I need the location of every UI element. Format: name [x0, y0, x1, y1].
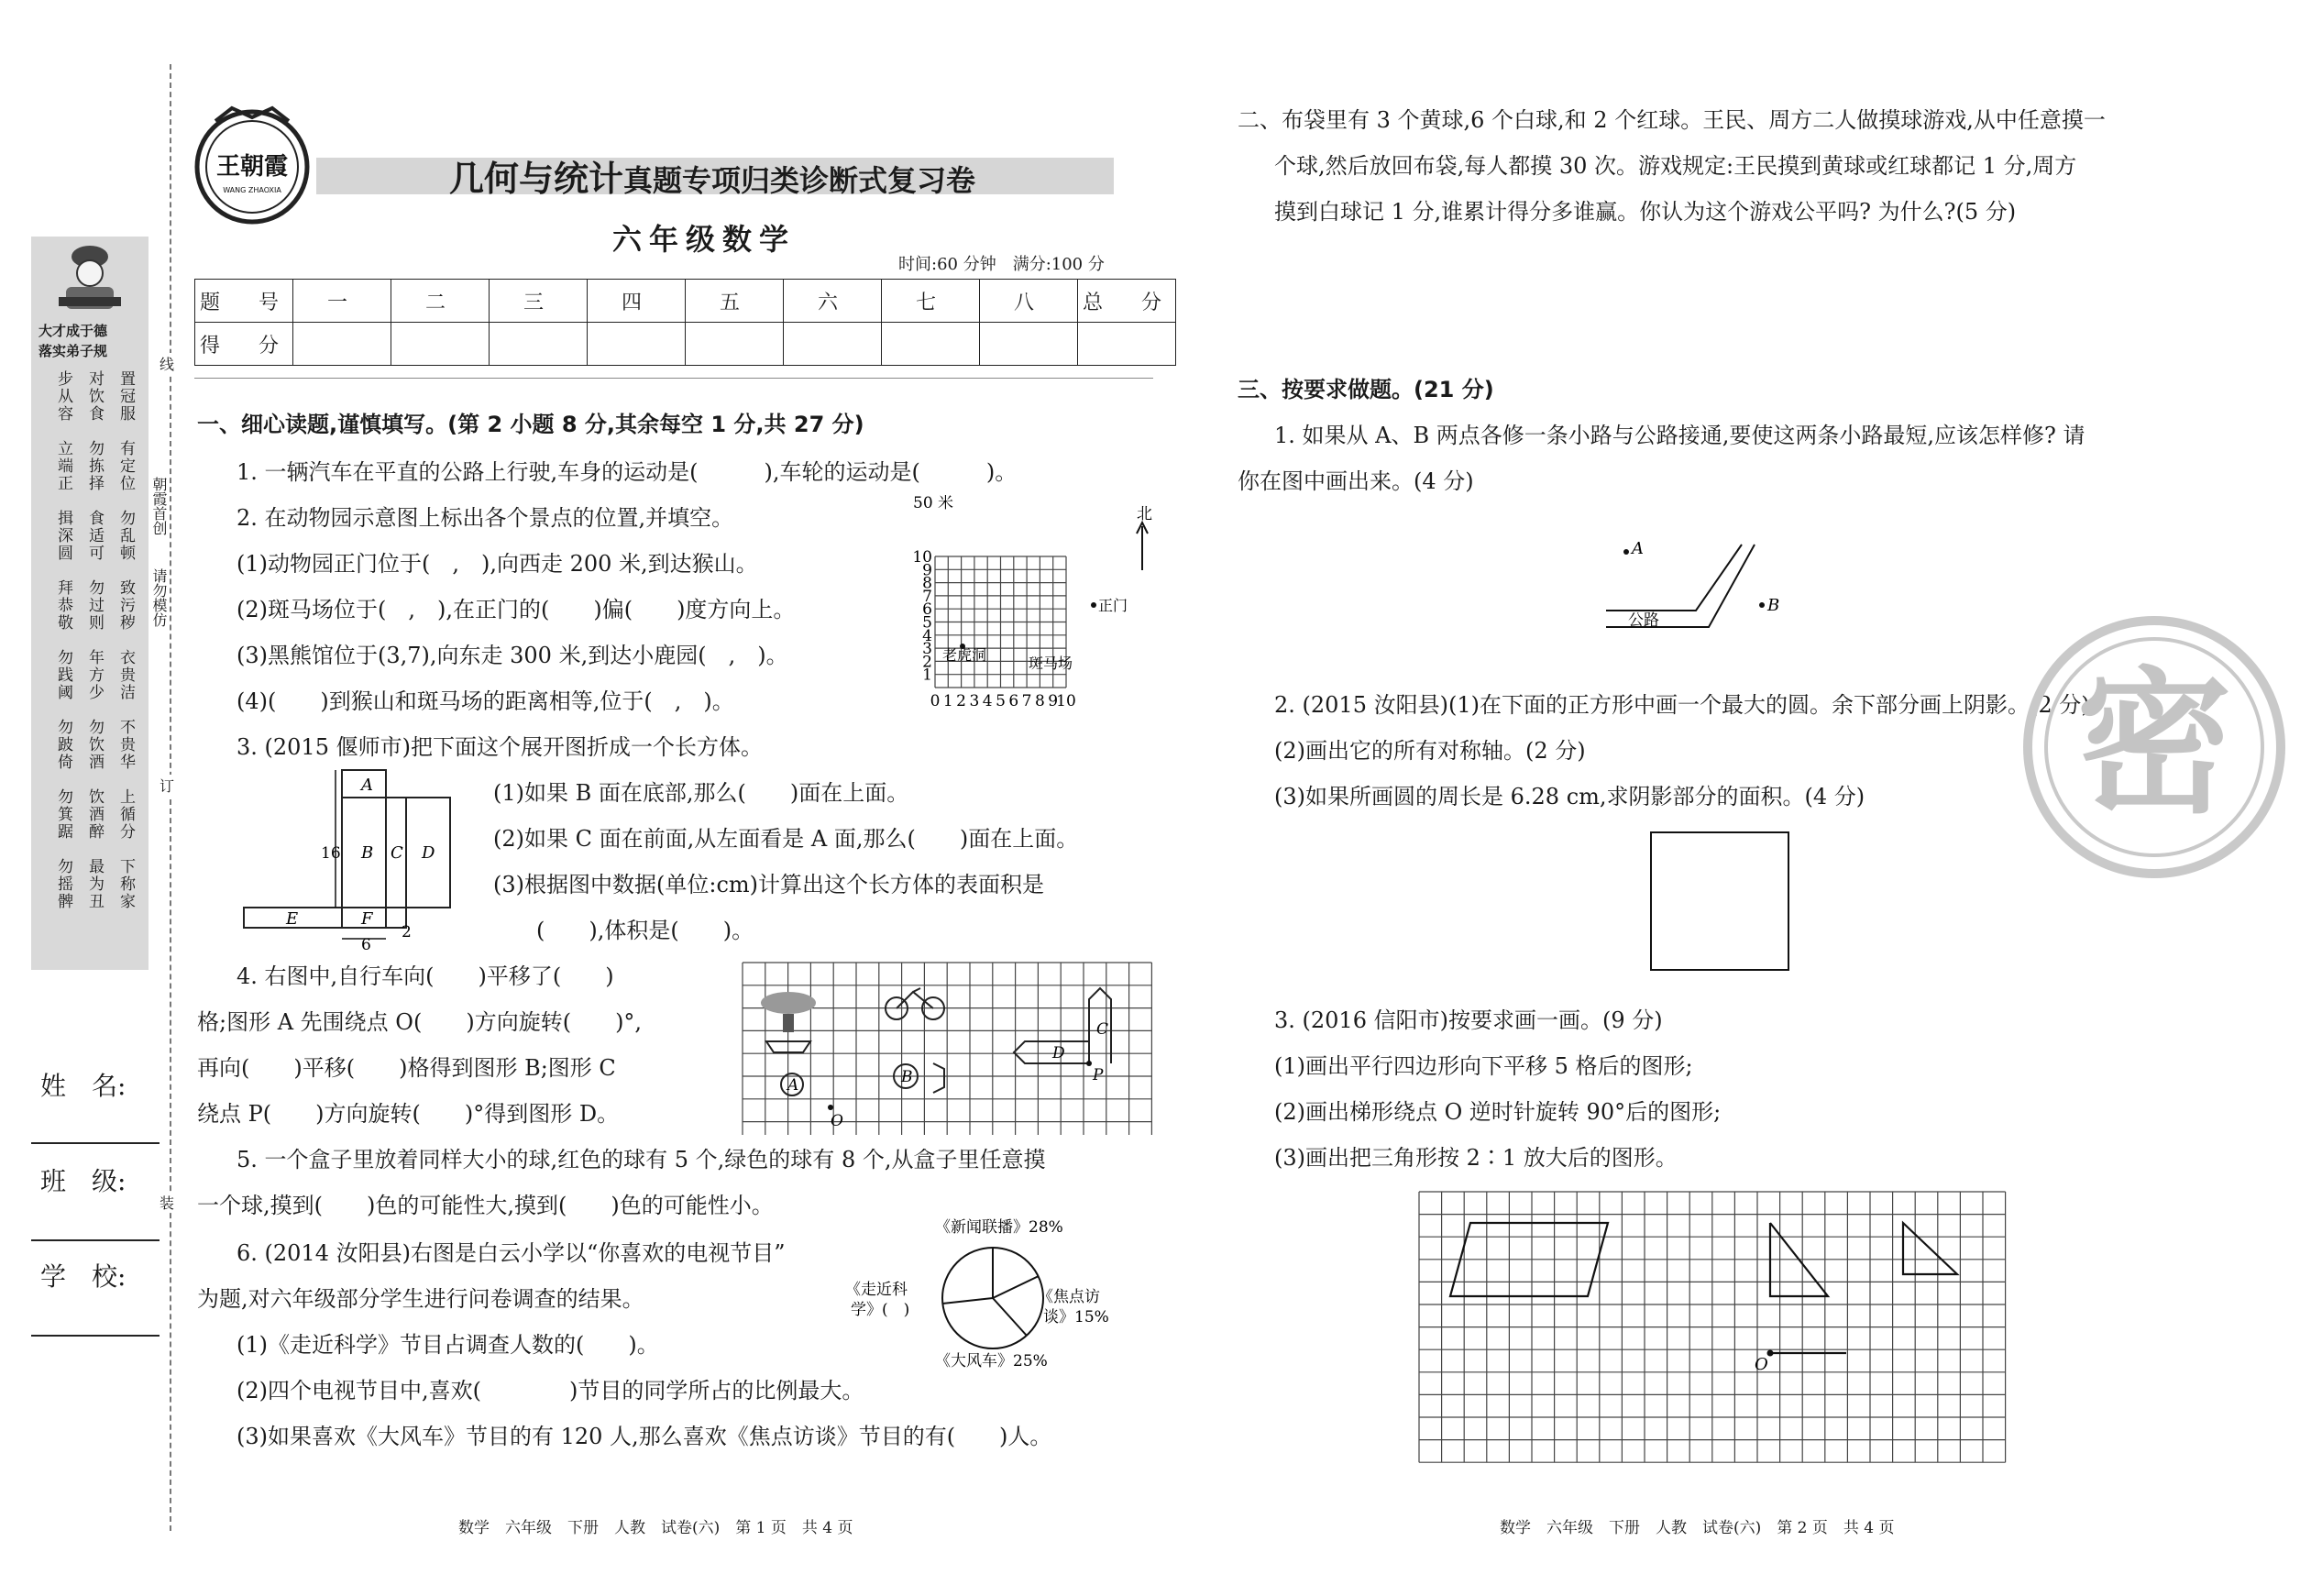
score-cell[interactable]: [490, 323, 588, 366]
pie-label-news: 《新闻联播》28%: [935, 1218, 1063, 1237]
q2-1-text: (1)动物园正门位于( , ),向西走 200 米,到达猴山。: [237, 551, 758, 577]
transform-grid: [741, 961, 1155, 1135]
face-d: D: [422, 843, 435, 863]
x-tick-label: 9: [1048, 692, 1059, 710]
title-rest: 真题专项归类诊断式复习卷: [623, 163, 976, 198]
class-label: 班 级:: [40, 1166, 127, 1196]
school-label: 学 校:: [40, 1261, 127, 1292]
label-d: D: [1052, 1044, 1065, 1062]
logo-subtext: WANG ZHAOXIA: [223, 186, 281, 194]
zoo-unit-label: 50 米: [913, 495, 954, 512]
q5-line1: 5. 一个盒子里放着同样大小的球,红色的球有 5 个,绿色的球有 8 个,从盒子里任意摸: [237, 1147, 1046, 1172]
y-tick-label: 1: [922, 666, 932, 685]
q1-text: 1. 一辆汽车在平直的公路上行驶,车身的运动是( ),车轮的运动是( )。: [237, 459, 1018, 485]
pie-label-science-2: 学》( ): [851, 1301, 910, 1319]
y-tick-label: 4: [922, 626, 932, 645]
label-p: P: [1093, 1066, 1104, 1084]
header-divider: [194, 378, 1153, 379]
face-b: B: [361, 843, 374, 863]
motto-column: 衣贵洁: [116, 649, 135, 701]
x-tick-label: 5: [996, 692, 1006, 710]
motto-columns: [44, 370, 145, 915]
q3-2-text: (2)如果 C 面在前面,从左面看是 A 面,那么( )面在上面。: [493, 826, 1079, 852]
y-tick-label: 9: [922, 561, 932, 580]
p3-q2-line1: 2. (2015 汝阳县)(1)在下面的正方形中画一个最大的圆。余下部分画上阴影。(2 分): [1274, 692, 2090, 718]
tree-icon: [761, 992, 816, 1032]
dim-16: 16: [321, 844, 341, 863]
q2-4-text: (4)( )到猴山和斑马场的距离相等,位于( , )。: [237, 688, 734, 714]
dim-6: 6: [361, 936, 371, 952]
x-tick-label: 10: [1056, 692, 1076, 710]
q3-text: 3. (2015 偃师市)把下面这个展开图折成一个长方体。: [237, 734, 763, 760]
score-cell[interactable]: [588, 323, 686, 366]
point-a-label: A: [1632, 539, 1644, 558]
score-head-cell: 一: [293, 280, 391, 323]
score-header-row: [195, 280, 1176, 323]
x-tick-label: 0: [930, 692, 941, 710]
q6-3-text: (3)如果喜欢《大风车》节目的有 120 人,那么喜欢《焦点访谈》节目的有( )人。: [237, 1424, 1052, 1449]
q3-3-text: (3)根据图中数据(单位:cm)计算出这个长方体的表面积是: [493, 872, 1045, 897]
time-info: 时间:60 分钟 满分:100 分: [898, 255, 1105, 274]
square-drawing-area[interactable]: [1650, 831, 1789, 971]
motto-column: 上循分: [116, 788, 135, 841]
y-tick-label: 6: [922, 600, 932, 620]
motto-column: 致污秽: [116, 579, 135, 632]
part3-heading: 三、按要求做题。(21 分): [1238, 377, 1494, 402]
motto-column: 揖深圆: [54, 510, 72, 562]
motto-column: 年方少: [85, 649, 104, 701]
page-title: [449, 150, 975, 201]
motto-column: 有定位: [116, 440, 135, 492]
x-tick-label: 2: [956, 692, 967, 710]
q6-line1: 6. (2014 汝阳县)右图是白云小学以“你喜欢的电视节目”: [237, 1240, 786, 1266]
motto-line-1: 大才成于德: [39, 323, 108, 339]
part1-heading: 一、细心读题,谨慎填写。(第 2 小题 8 分,其余每空 1 分,共 27 分): [197, 412, 864, 437]
score-cell[interactable]: [293, 323, 391, 366]
score-head-cell: 二: [391, 280, 490, 323]
motto-column: 下称家: [116, 858, 135, 910]
q6-2-text: (2)四个电视节目中,喜欢( )节目的同学所占的比例最大。: [237, 1378, 864, 1403]
y-tick-label: 3: [922, 640, 932, 659]
dashed-binding-line: [170, 64, 171, 1531]
pie-label-windmill: 《大风车》25%: [935, 1352, 1048, 1370]
bicycle-icon: [886, 988, 944, 1019]
drawing-grid[interactable]: [1417, 1190, 2015, 1465]
x-tick-label: 8: [1034, 692, 1045, 710]
q2-2-text: (2)斑马场位于( , ),在正门的( )偏( )度方向上。: [237, 597, 796, 622]
score-head-cell: 三: [490, 280, 588, 323]
subtitle: 六年级数学: [612, 222, 797, 257]
motto-column: 勿箕踞: [54, 788, 72, 841]
part2-line2: 个球,然后放回布袋,每人都摸 30 次。游戏规定:王民摸到黄球或红球都记 1 分,周方: [1274, 153, 2077, 179]
motto-panel: [31, 237, 149, 970]
q4-line2: 格;图形 A 先围绕点 O( )方向旋转( )°,: [197, 1009, 643, 1035]
score-head-cell: 四: [588, 280, 686, 323]
label-o: O: [831, 1112, 843, 1130]
zebra-label: 斑马场: [1029, 655, 1073, 672]
motto-line-2: 落实弟子规: [39, 343, 108, 359]
logo-text: 王朝霞: [215, 153, 289, 181]
part2-line3: 摸到白球记 1 分,谁累计得分多谁赢。你认为这个游戏公平吗? 为什么?(5 分): [1274, 199, 2017, 225]
motto-column: 勿拣择: [85, 440, 104, 492]
cuboid-net-figure: [237, 768, 484, 952]
vertical-note-2: 请勿模仿: [150, 568, 168, 627]
point-b-label: B: [1767, 596, 1780, 615]
school-field[interactable]: [31, 1335, 160, 1337]
y-tick-label: 10: [912, 548, 932, 567]
label-c: C: [1096, 1020, 1109, 1039]
p3-q1-line2: 你在图中画出来。(4 分): [1238, 468, 1474, 494]
motto-column: 拜恭敬: [54, 579, 72, 632]
q6-1-text: (1)《走近科学》节目占调查人数的( )。: [237, 1332, 659, 1358]
footer-left: 数学 六年级 下册 人教 试卷(六) 第 1 页 共 4 页: [458, 1519, 853, 1537]
p3-q1-line1: 1. 如果从 A、B 两点各修一条小路与公路接通,要使这两条小路最短,应该怎样修? 请: [1274, 423, 2085, 448]
label-a: A: [787, 1076, 799, 1095]
p3-q3-3: (3)画出把三角形按 2∶1 放大后的图形。: [1274, 1145, 1678, 1171]
score-cell[interactable]: [882, 323, 980, 366]
motto-column: 勿乱顿: [116, 510, 135, 562]
footer-right: 数学 六年级 下册 人教 试卷(六) 第 2 页 共 4 页: [1500, 1519, 1895, 1537]
dim-2: 2: [402, 923, 412, 941]
p3-q3-2: (2)画出梯形绕点 O 逆时针旋转 90°后的图形;: [1274, 1099, 1722, 1125]
score-cell[interactable]: [980, 323, 1078, 366]
motto-column: 立端正: [54, 440, 72, 492]
motto-column: 对饮食: [85, 370, 104, 423]
score-head-cell: 五: [686, 280, 784, 323]
motto-column: 置冠服: [116, 370, 135, 423]
motto-column: 步从容: [54, 370, 72, 423]
binding-mark-zhuang: 装: [160, 1192, 174, 1213]
p3-q3-line1: 3. (2016 信阳市)按要求画一画。(9 分): [1274, 1007, 1663, 1033]
motto-column: 不贵华: [116, 719, 135, 771]
road-figure: [1595, 532, 1797, 642]
score-head-cell: 总 分: [1078, 280, 1176, 323]
q4-line4: 绕点 P( )方向旋转( )°得到图形 D。: [197, 1101, 620, 1127]
triangle-shape: [1903, 1223, 1957, 1274]
score-cell[interactable]: [686, 323, 784, 366]
north-label: 北: [1137, 505, 1152, 523]
pie-label-focus-1: 《焦点访: [1038, 1288, 1100, 1306]
motto-column: 勿摇髀: [54, 858, 72, 910]
north-arrow-icon: [1124, 502, 1161, 576]
x-tick-label: 6: [1008, 692, 1019, 710]
name-field[interactable]: [31, 1142, 160, 1144]
q4-line1: 4. 右图中,自行车向( )平移了( ): [237, 963, 614, 989]
x-tick-label: 1: [942, 692, 953, 710]
q2-3-text: (3)黑熊馆位于(3,7),向东走 300 米,到达小鹿园( , )。: [237, 643, 788, 668]
gate-point: [1091, 602, 1096, 608]
y-tick-label: 5: [922, 613, 932, 633]
q6-line2: 为题,对六年级部分学生进行问卷调查的结果。: [197, 1286, 644, 1312]
face-c: C: [391, 843, 403, 863]
pie-label-science-1: 《走近科: [845, 1281, 908, 1299]
road-label: 公路: [1628, 611, 1659, 630]
motto-column: 最为丑: [85, 858, 104, 910]
motto-column: 勿践阈: [54, 649, 72, 701]
q4-line3: 再向( )平移( )格得到图形 B;图形 C: [197, 1055, 616, 1081]
y-tick-label: 2: [922, 653, 932, 672]
brand-logo: [188, 101, 316, 229]
score-head-cell: 六: [784, 280, 882, 323]
name-label: 姓 名:: [40, 1071, 127, 1101]
score-head-cell: 题 号: [195, 280, 293, 323]
face-e: E: [286, 909, 299, 929]
score-value-row: [195, 323, 1176, 366]
point-o-label: O: [1755, 1355, 1768, 1374]
score-table: [194, 279, 1176, 366]
score-cell[interactable]: [391, 323, 490, 366]
p3-q2-3: (3)如果所画圆的周长是 6.28 cm,求阴影部分的面积。(4 分): [1274, 784, 1865, 809]
binding-mark-line: 线: [160, 353, 174, 374]
face-f: F: [361, 909, 373, 929]
tv-pie-chart: [843, 1210, 1137, 1375]
motto-column: 勿跛倚: [54, 719, 72, 771]
y-tick-label: 8: [922, 574, 932, 593]
shape-d: [1014, 1041, 1089, 1063]
x-tick-label: 4: [982, 692, 993, 710]
stamp-text: 密: [2075, 654, 2233, 835]
q5-line2: 一个球,摸到( )色的可能性大,摸到( )色的可能性小。: [197, 1193, 774, 1218]
score-head-cell: 七: [882, 280, 980, 323]
x-tick-label: 3: [969, 692, 980, 710]
pie-label-focus-2: 谈》15%: [1043, 1308, 1109, 1326]
q3-1-text: (1)如果 B 面在底部,那么( )面在上面。: [493, 780, 909, 806]
class-field[interactable]: [31, 1239, 160, 1241]
q3-3b-text: ( ),体积是( )。: [536, 918, 754, 943]
gate-label: 正门: [1098, 597, 1128, 614]
x-tick-label: 7: [1021, 692, 1032, 710]
part2-line1: 二、布袋里有 3 个黄球,6 个白球,和 2 个红球。王民、周方二人做摸球游戏,从中任意摸一: [1238, 107, 2106, 133]
score-cell[interactable]: [1078, 323, 1176, 366]
face-a: A: [361, 776, 373, 795]
title-main: 几何与统计: [449, 159, 624, 199]
scholar-figure-icon: [31, 237, 149, 319]
score-cell: 得 分: [195, 323, 293, 366]
zoo-map-grid: [908, 495, 1155, 715]
q2-text: 2. 在动物园示意图上标出各个景点的位置,并填空。: [237, 505, 734, 531]
binding-mark-ding: 订: [160, 775, 174, 796]
score-cell[interactable]: [784, 323, 882, 366]
motto-column: 勿过则: [85, 579, 104, 632]
confidential-stamp: [2021, 614, 2287, 880]
label-b: B: [901, 1068, 913, 1086]
motto-column: 饮酒醉: [85, 788, 104, 841]
p3-q3-1: (1)画出平行四边形向下平移 5 格后的图形;: [1274, 1053, 1693, 1079]
p3-q2-2: (2)画出它的所有对称轴。(2 分): [1274, 738, 1586, 764]
motto-column: 勿饮酒: [85, 719, 104, 771]
bear-label: 老虎洞: [942, 646, 987, 664]
vertical-note-1: 朝霞首创: [150, 477, 168, 535]
y-tick-label: 7: [922, 587, 932, 606]
motto-column: 食适可: [85, 510, 104, 562]
score-head-cell: 八: [980, 280, 1078, 323]
